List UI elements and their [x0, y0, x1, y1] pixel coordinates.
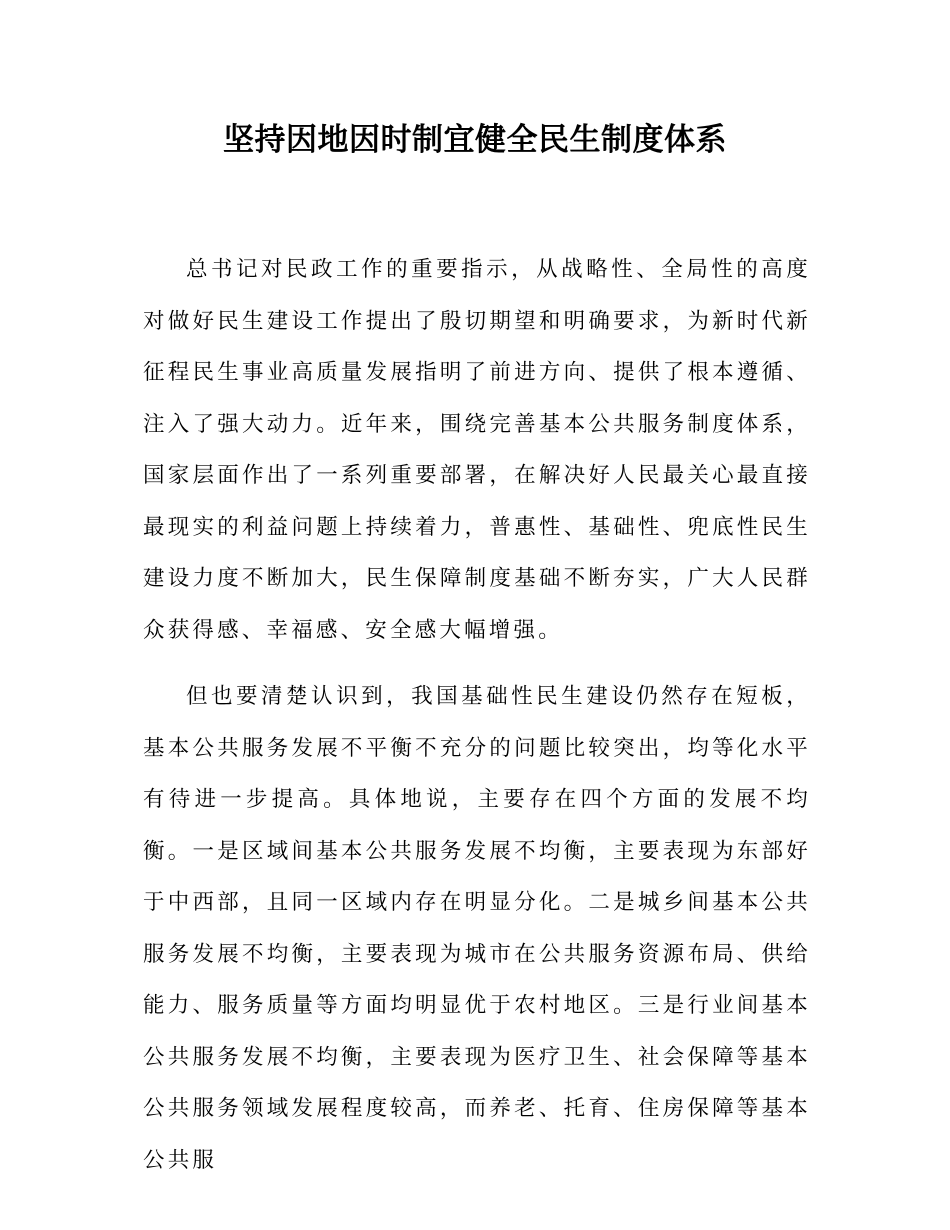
document-title: 坚持因地因时制宜健全民生制度体系 — [223, 122, 727, 158]
document-body — [143, 244, 811, 1201]
paragraph-2: 但也要清楚认识到，我国基础性民生建设仍然存在短板，基本公共服务发展不平衡不充分的问题比较突出，均等化水平有待进一步提高。具体地说，主要存在四个方面的发展不均衡。一是区域间基本公共服务发展不均衡，主要表现为东部好于中西部，且同一区域内存在明显分化。二是城乡间基本公共服务发展不均衡，主要表现为城市在公共服务资源布局、供给能力、服务质量等方面均明显优于农村地区。三是行业间基本公共服务发展不均衡，主要表现为医疗卫生、社会保障等基本公共服务领域发展程度较高，而养老、托育、住房保障等基本公共服 — [143, 684, 811, 1173]
paragraph-1: 总书记对民政工作的重要指示，从战略性、全局性的高度对做好民生建设工作提出了殷切期望和明确要求，为新时代新征程民生事业高质量发展指明了前进方向、提供了根本遵循、注入了强大动力。近年来，围绕完善基本公共服务制度体系，国家层面作出了一系列重要部署，在解决好人民最关心最直接最现实的利益问题上持续着力，普惠性、基础性、兜底性民生建设力度不断加大，民生保障制度基础不断夯实，广大人民群众获得感、幸福感、安全感大幅增强。 — [143, 257, 811, 643]
